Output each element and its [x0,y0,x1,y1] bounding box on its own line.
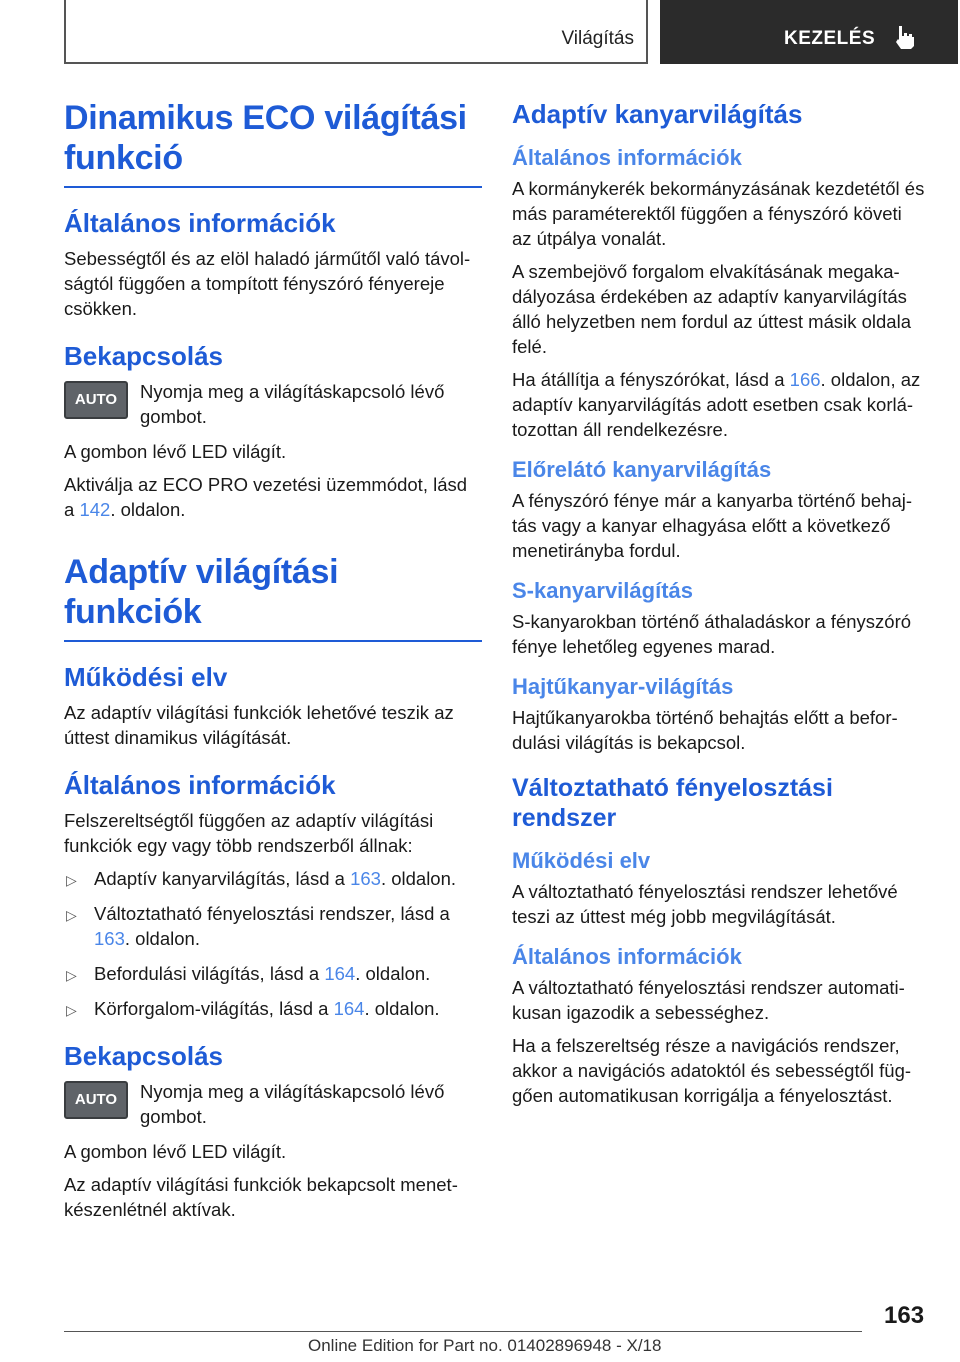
list-item [64,866,482,891]
eco-general-heading: Általános információk [64,208,336,238]
page-link[interactable]: 163 [94,928,125,949]
hairpin-heading: Hajtűkanyar-világítás [512,674,734,699]
variable-general-text: A változtatható fényelosztási rendszer automatikusan igazodik a sebességhez. [512,977,905,1023]
page-link-166[interactable]: 166 [789,369,821,390]
curve-adjust-post: . oldalon, az adaptív kanyarvilágítás adott esetben csak korlátozottan áll rendelkezésre. [512,369,921,440]
triangle-bullet-icon: ▷ [66,967,77,983]
page-number: 163 [884,1302,925,1329]
principle-text: Az adaptív világítási funkciók lehetővé teszik az úttest dinamikus világítását. [64,702,454,748]
page-link-142[interactable]: 142 [79,499,111,520]
switch-text: Nyomja meg a világításkapcsoló lévő gombot. [140,1081,445,1127]
s-curve-heading: S-kanyarvilágítás [512,578,693,603]
auto-button-icon: AUTO [64,1081,128,1119]
list-item-suffix: . oldalon. [364,998,440,1019]
switch-heading: Bekapcsolás [64,1041,223,1071]
led-text: A gombon lévő LED világít. [64,1141,287,1162]
triangle-bullet-icon: ▷ [66,1002,77,1018]
page-link[interactable]: 164 [333,998,365,1019]
curve-glare-text: A szembejövő forgalom elvakításának megakadályozása érdekében az adaptív kanyarvilágítás álló helyzetben nem fordul az úttest másik oldala felé. [512,261,911,357]
triangle-bullet-icon: ▷ [66,872,77,888]
page-link[interactable]: 164 [324,963,356,984]
adaptive-systems-list [64,866,482,1021]
header-chapter-tab [660,0,958,64]
list-item [64,901,482,951]
eco-switch-text: Nyomja meg a világításkapcsoló lévő gombot. [140,381,445,427]
list-item-suffix: . oldalon. [355,963,431,984]
eco-auto-row [64,379,482,429]
curve-adjust-pre: Ha átállítja a fényszórókat, lásd a [512,369,790,390]
curve-general-text: A kormánykerék bekormányzásának kezdetétől és más paraméterektől függően a fényszóró követi az útpálya vonalát. [512,178,925,249]
list-item-suffix: . oldalon. [380,868,457,889]
curve-title: Adaptív kanyarvilágítás [512,99,803,129]
principle-heading: Működési elv [64,662,228,692]
list-item [64,996,482,1021]
triangle-bullet-icon: ▷ [66,907,77,923]
left-column [64,98,482,1230]
variable-principle-text: A változtatható fényelosztási rendszer lehetővé teszi az úttest még jobb megvilágítását. [512,881,898,927]
active-text: Az adaptív világítási funkciók bekapcsolt menetkészenlétnél aktívak. [64,1174,458,1220]
hairpin-text: Hajtűkanyarokba történő behajtás előtt a befordulási világítás is bekapcsol. [512,707,898,753]
variable-general-heading: Általános információk [512,944,742,969]
eco-pro-post: . oldalon. [110,499,186,520]
eco-led-text: A gombon lévő LED világít. [64,441,287,462]
eco-title: Dinamikus ECO világítási funkció [64,98,482,188]
list-item-text: Változtatható fényelosztási rendszer, lásd a [94,903,450,924]
predictive-text: A fényszóró fénye már a kanyarba történő behajtás vagy a kanyar elhagyása előtt a következő menetirányba fordul. [512,490,913,561]
list-item [64,961,482,986]
header-section-box [64,0,648,64]
general-text: Felszereltségtől függően az adaptív világítási funkciók egy vagy több rendszerből állnak: [64,810,434,856]
s-curve-text: S-kanyarokban történő áthaladáskor a fényszóró fénye lehetőleg egyenes marad. [512,611,912,657]
right-column [512,98,926,1116]
list-item-text: Befordulási világítás, lásd a [94,963,325,984]
adaptive-title: Adaptív világítási funkciók [64,552,482,642]
variable-title: Változtatható fényelosztási rendszer [512,774,833,832]
header-section-title: Világítás [561,28,634,49]
page-header [64,0,958,64]
page-link[interactable]: 163 [350,868,381,889]
curve-general-heading: Általános információk [512,145,742,170]
variable-principle-heading: Működési elv [512,848,651,873]
footer-edition: Online Edition for Part no. 01402896948 - X/18 [308,1336,662,1355]
general-heading: Általános információk [64,770,336,800]
footer-divider [64,1331,862,1332]
list-item-suffix: . oldalon. [124,928,200,949]
list-item-text: Körforgalom-világítás, lásd a [94,998,334,1019]
eco-switch-heading: Bekapcsolás [64,341,223,371]
auto-button-icon: AUTO [64,381,128,419]
list-item-text: Adaptív kanyarvilágítás, lásd a [94,868,351,889]
header-chapter-title: KEZELÉS [784,28,876,49]
predictive-heading: Előrelátó kanyarvilágítás [512,457,772,482]
curve-adjust-text [512,367,926,442]
auto-row [64,1079,482,1129]
eco-general-text: Sebességtől és az elöl haladó járműtől való távolságtól függően a tompított fényszóró fényereje csökken. [64,248,471,319]
eco-pro-text [64,472,482,522]
hand-pointer-icon [894,24,916,50]
variable-nav-text: Ha a felszereltség része a navigációs rendszer, akkor a navigációs adatoktól és sebességtől függően automatikusan korrigálja a fényelosztást. [512,1035,912,1106]
eco-pro-pre: Aktiválja az ECO PRO vezetési üzemmódot, lásd a [64,474,468,520]
